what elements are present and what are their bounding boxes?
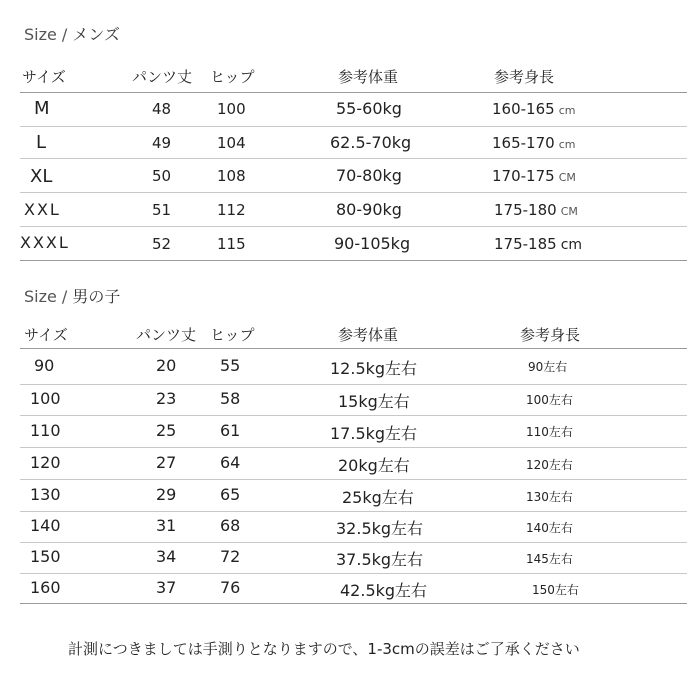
- table-cell-length: 20: [156, 356, 177, 375]
- table-cell-hip: 76: [220, 578, 241, 597]
- boys-header-rule: [20, 348, 687, 349]
- table-cell-weight: 32.5kg左右: [336, 519, 424, 538]
- table-cell-size: XXL: [24, 200, 61, 219]
- table-cell-weight: 80-90kg: [336, 200, 402, 219]
- row-divider: [20, 192, 687, 193]
- row-divider: [20, 573, 687, 574]
- row-divider: [20, 542, 687, 543]
- table-cell-hip: 108: [217, 167, 246, 185]
- table-cell-hip: 68: [220, 516, 241, 535]
- table-cell-weight: 17.5kg左右: [330, 424, 418, 443]
- table-cell-length: 51: [152, 201, 172, 219]
- table-cell-weight: 42.5kg左右: [340, 581, 428, 600]
- row-divider: [20, 415, 687, 416]
- table-cell-weight: 37.5kg左右: [336, 550, 424, 569]
- table-cell-height: [494, 201, 578, 219]
- height-unit: cm: [558, 138, 576, 151]
- table-cell-weight: 12.5kg左右: [330, 359, 418, 378]
- height-value: 175-180: [494, 201, 557, 219]
- measurement-note: 計測につきましては手測りとなりますので、1-3cmの誤差はご了承ください: [68, 640, 580, 658]
- table-cell-weight: 25kg左右: [342, 488, 414, 507]
- table-cell-hip: 115: [217, 235, 246, 253]
- table-cell-length: 49: [152, 134, 172, 152]
- row-divider: [20, 226, 687, 227]
- table-cell-weight: 15kg左右: [338, 392, 410, 411]
- mens-title-size: Size /: [24, 25, 68, 44]
- table-cell-hip: 72: [220, 547, 241, 566]
- boys-title-size: Size /: [24, 287, 68, 306]
- boys-header-size: サイズ: [24, 326, 68, 344]
- height-value: 170-175: [492, 167, 555, 185]
- table-cell-height: [492, 134, 575, 152]
- mens-header-size: サイズ: [22, 68, 66, 86]
- boys-header-length: パンツ丈: [136, 326, 197, 344]
- table-cell-height: 130左右: [526, 490, 573, 504]
- table-cell-weight: 20kg左右: [338, 456, 410, 475]
- table-cell-size: 160: [30, 578, 61, 597]
- height-value: 160-165: [492, 100, 555, 118]
- table-cell-length: 23: [156, 389, 177, 408]
- table-cell-size: 140: [30, 516, 61, 535]
- table-cell-height: [492, 167, 576, 185]
- table-cell-length: 34: [156, 547, 177, 566]
- mens-header-height: 参考身長: [494, 68, 555, 86]
- table-cell-size: L: [36, 132, 47, 153]
- height-unit: CM: [558, 171, 576, 184]
- row-divider: [20, 384, 687, 385]
- table-cell-length: 31: [156, 516, 177, 535]
- boys-header-weight: 参考体重: [338, 326, 399, 344]
- table-cell-length: 50: [152, 167, 172, 185]
- table-cell-size: 150: [30, 547, 61, 566]
- height-value: 175-185: [494, 235, 557, 253]
- boys-title-label: 男の子: [72, 287, 121, 306]
- table-cell-length: 27: [156, 453, 177, 472]
- table-cell-hip: 58: [220, 389, 241, 408]
- mens-header-hip: ヒップ: [210, 68, 255, 86]
- table-cell-size: 100: [30, 389, 61, 408]
- mens-header-rule: [20, 92, 687, 93]
- table-cell-size: XXXL: [20, 233, 70, 252]
- boys-header-hip: ヒップ: [210, 326, 255, 344]
- table-cell-hip: 65: [220, 485, 241, 504]
- table-cell-size: 90: [34, 356, 55, 375]
- row-divider: [20, 158, 687, 159]
- table-cell-hip: 100: [217, 100, 246, 118]
- table-cell-length: 52: [152, 235, 172, 253]
- table-cell-hip: 61: [220, 421, 241, 440]
- row-divider: [20, 447, 687, 448]
- table-cell-height: 120左右: [526, 458, 573, 472]
- mens-bottom-rule: [20, 260, 687, 261]
- boys-section-title: [24, 284, 120, 307]
- mens-section-title: [24, 22, 120, 45]
- table-cell-height: 100左右: [526, 393, 573, 407]
- table-cell-size: 110: [30, 421, 61, 440]
- row-divider: [20, 511, 687, 512]
- mens-header-length: パンツ丈: [132, 68, 193, 86]
- table-cell-hip: 104: [217, 134, 246, 152]
- height-unit: cm: [558, 104, 576, 117]
- table-cell-height: 150左右: [532, 583, 579, 597]
- table-cell-weight: 70-80kg: [336, 166, 402, 185]
- height-unit: CM: [560, 205, 578, 218]
- table-cell-height: 90左右: [528, 360, 568, 374]
- height-value: 165-170: [492, 134, 555, 152]
- row-divider: [20, 479, 687, 480]
- table-cell-hip: 112: [217, 201, 246, 219]
- table-cell-size: M: [34, 98, 50, 119]
- table-cell-size: XL: [30, 166, 53, 187]
- table-cell-weight: 55-60kg: [336, 99, 402, 118]
- table-cell-weight: 62.5-70kg: [330, 133, 412, 152]
- table-cell-weight: 90-105kg: [334, 234, 411, 253]
- table-cell-hip: 55: [220, 356, 241, 375]
- mens-header-weight: 参考体重: [338, 68, 399, 86]
- table-cell-length: 48: [152, 100, 172, 118]
- row-divider: [20, 126, 687, 127]
- table-cell-size: 130: [30, 485, 61, 504]
- height-unit: cm: [560, 237, 583, 253]
- mens-title-label: メンズ: [72, 25, 120, 44]
- table-cell-length: 25: [156, 421, 177, 440]
- table-cell-height: 145左右: [526, 552, 573, 566]
- table-cell-height: [494, 235, 582, 253]
- table-cell-length: 37: [156, 578, 177, 597]
- boys-header-height: 参考身長: [520, 326, 581, 344]
- boys-bottom-rule: [20, 603, 687, 604]
- table-cell-height: 140左右: [526, 521, 573, 535]
- table-cell-size: 120: [30, 453, 61, 472]
- table-cell-height: [492, 100, 575, 118]
- table-cell-length: 29: [156, 485, 177, 504]
- table-cell-hip: 64: [220, 453, 241, 472]
- table-cell-height: 110左右: [526, 425, 573, 439]
